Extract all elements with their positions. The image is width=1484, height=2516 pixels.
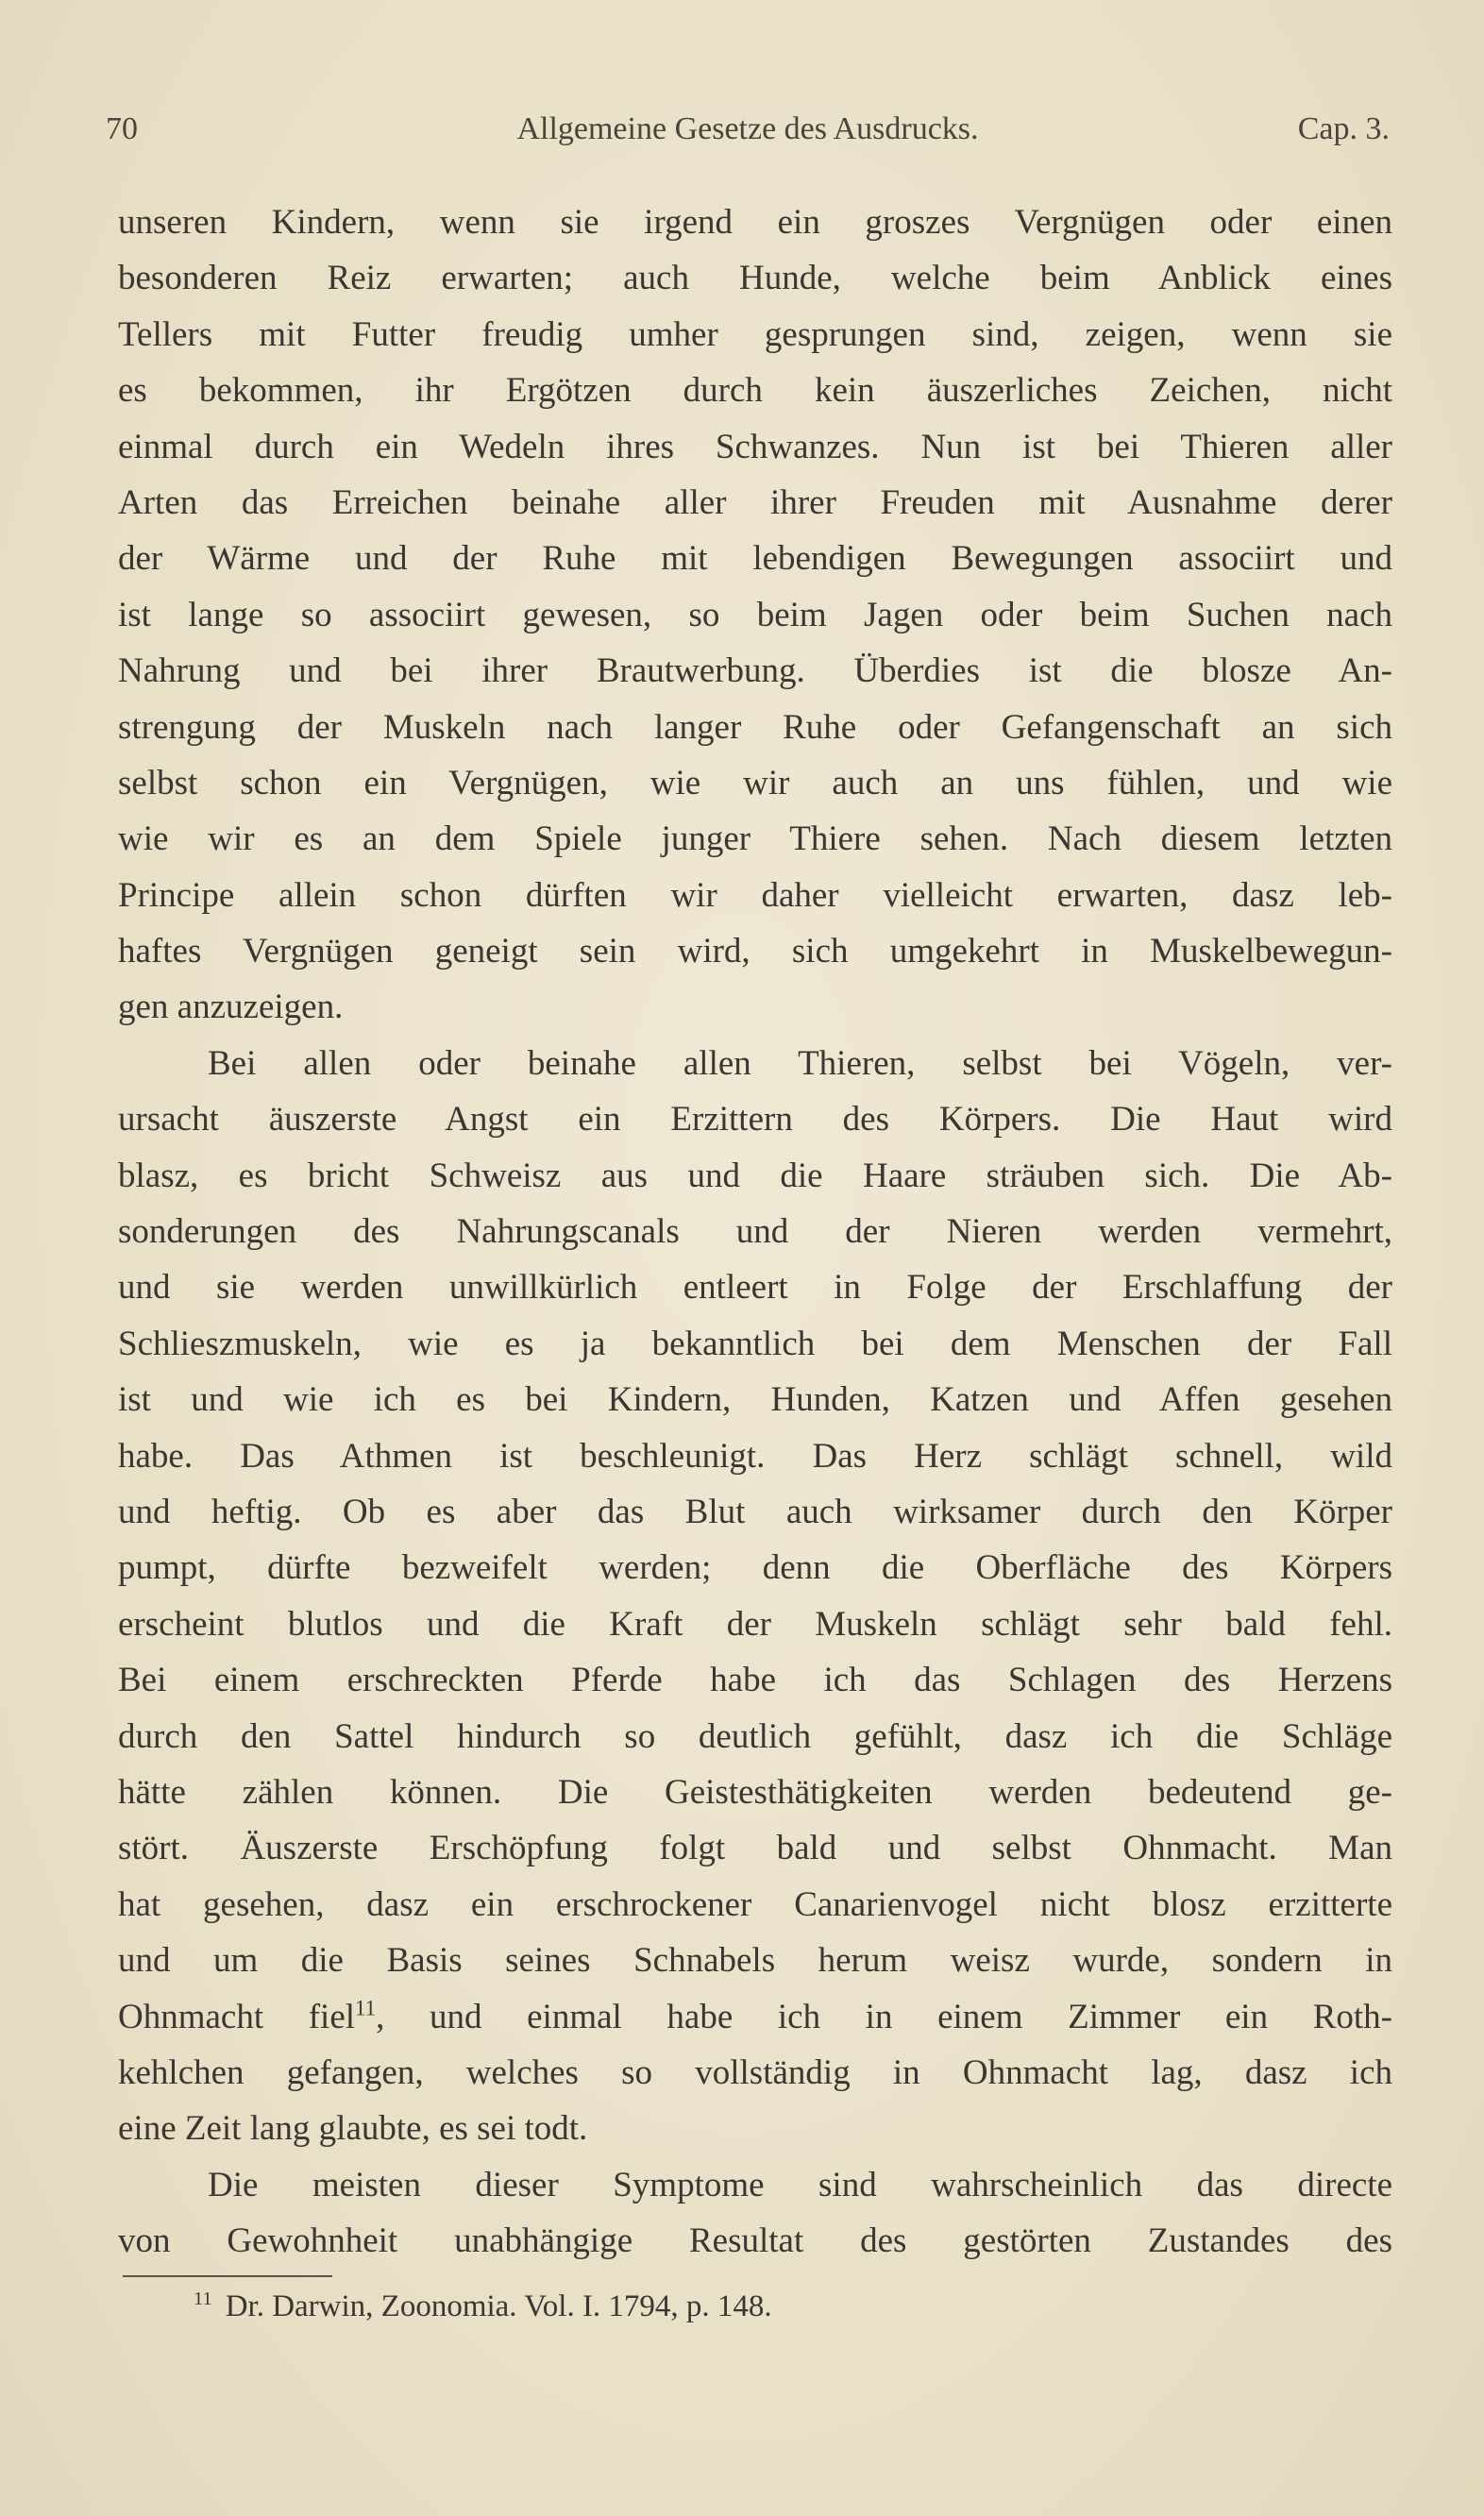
text-line: erscheint blutlos und die Kraft der Muskeln schlägt sehr bald fehl. — [118, 1604, 1392, 1644]
text-line: durch den Sattel hindurch so deutlich gefühlt, dasz ich die Schläge — [118, 1716, 1392, 1756]
text-line: der Wärme und der Ruhe mit lebendigen Bewegungen associirt und — [118, 539, 1392, 579]
text-line: pumpt, dürfte bezweifelt werden; denn die Oberfläche des Körpers — [118, 1548, 1392, 1588]
text-line: haftes Vergnügen geneigt sein wird, sich umgekehrt in Muskelbewegun- — [118, 932, 1392, 971]
text-line: ist lange so associirt gewesen, so beim Jagen oder beim Suchen nach — [118, 595, 1392, 634]
text-line: es bekommen, ihr Ergötzen durch kein äuszerliches Zeichen, nicht — [118, 371, 1392, 411]
text-line: und sie werden unwillkürlich entleert in Folge der Erschlaffung der — [118, 1268, 1392, 1308]
text-line: hat gesehen, dasz ein erschrockener Canarienvogel nicht blosz erzitterte — [118, 1884, 1392, 1924]
text-line: einmal durch ein Wedeln ihres Schwanzes. Nun ist bei Thieren aller — [118, 427, 1392, 466]
text-line: und um die Basis seines Schnabels herum weisz wurde, sondern in — [118, 1941, 1392, 1981]
text-line: von Gewohnheit unabhängige Resultat des gestörten Zustandes des — [118, 2221, 1392, 2261]
text-line: strengung der Muskeln nach langer Ruhe oder Gefangenschaft an sich — [118, 707, 1392, 747]
text-line: blasz, es bricht Schweisz aus und die Haare sträuben sich. Die Ab- — [118, 1156, 1392, 1195]
footnote — [194, 2289, 1326, 2324]
text-line: wie wir es an dem Spiele junger Thiere sehen. Nach diesem letzten — [118, 819, 1392, 859]
text-line: hätte zählen können. Die Geistesthätigkeiten werden bedeutend ge- — [118, 1772, 1392, 1812]
text-line: unseren Kindern, wenn sie irgend ein groszes Vergnügen oder einen — [118, 203, 1392, 242]
running-title: Allgemeine Gesetze des Ausdrucks. — [516, 111, 979, 146]
footnote-marker: 11 — [194, 2288, 212, 2309]
page-header — [106, 111, 1390, 159]
text-line: stört. Äuszerste Erschöpfung folgt bald und selbst Ohnmacht. Man — [118, 1829, 1392, 1868]
line-head: Ohnmacht fiel — [118, 1997, 356, 2036]
text-line: habe. Das Athmen ist beschleunigt. Das Herz schlägt schnell, wild — [118, 1436, 1392, 1476]
text-line: selbst schon ein Vergnügen, wie wir auch an uns fühlen, und wie — [118, 763, 1392, 802]
text-line: Bei allen oder beinahe allen Thieren, selbst bei Vögeln, ver- — [208, 1043, 1392, 1083]
text-line: Arten das Erreichen beinahe aller ihrer Freuden mit Ausnahme derer — [118, 482, 1392, 522]
text-line: ist und wie ich es bei Kindern, Hunden, Katzen und Affen gesehen — [118, 1380, 1392, 1420]
text-line-with-footnote — [118, 1989, 1392, 2045]
text-line: ursacht äuszerste Angst ein Erzittern des Körpers. Die Haut wird — [118, 1100, 1392, 1140]
text-line: gen anzuzeigen. — [118, 988, 344, 1027]
footnote-divider — [123, 2275, 332, 2277]
text-line: Tellers mit Futter freudig umher gesprungen sind, zeigen, wenn sie — [118, 314, 1392, 354]
text-line: Schlieszmuskeln, wie es ja bekanntlich bei dem Menschen der Fall — [118, 1324, 1392, 1363]
text-line: Nahrung und bei ihrer Brautwerbung. Überdies ist die blosze An- — [118, 651, 1392, 691]
body-text — [118, 194, 1392, 2269]
text-line: Principe allein schon dürften wir daher vielleicht erwarten, dasz leb- — [118, 875, 1392, 915]
text-line: eine Zeit lang glaubte, es sei todt. — [118, 2109, 588, 2149]
text-line: Die meisten dieser Symptome sind wahrscheinlich das directe — [208, 2165, 1392, 2204]
page-number: 70 — [106, 111, 138, 146]
chapter-label: Cap. 3. — [1297, 111, 1390, 146]
footnote-reference[interactable]: 11 — [355, 1996, 377, 2020]
line-tail: , und einmal habe ich in einem Zimmer ein Roth- — [376, 1997, 1392, 2036]
text-line: sonderungen des Nahrungscanals und der Nieren werden vermehrt, — [118, 1212, 1392, 1252]
footnote-text: Dr. Darwin, Zoonomia. Vol. I. 1794, p. 148. — [225, 2289, 772, 2323]
text-line: kehlchen gefangen, welches so vollständig in Ohnmacht lag, dasz ich — [118, 2052, 1392, 2092]
text-line: besonderen Reiz erwarten; auch Hunde, welche beim Anblick eines — [118, 259, 1392, 298]
text-line: Bei einem erschreckten Pferde habe ich das Schlagen des Herzens — [118, 1661, 1392, 1700]
text-line: und heftig. Ob es aber das Blut auch wirksamer durch den Körper — [118, 1492, 1392, 1531]
